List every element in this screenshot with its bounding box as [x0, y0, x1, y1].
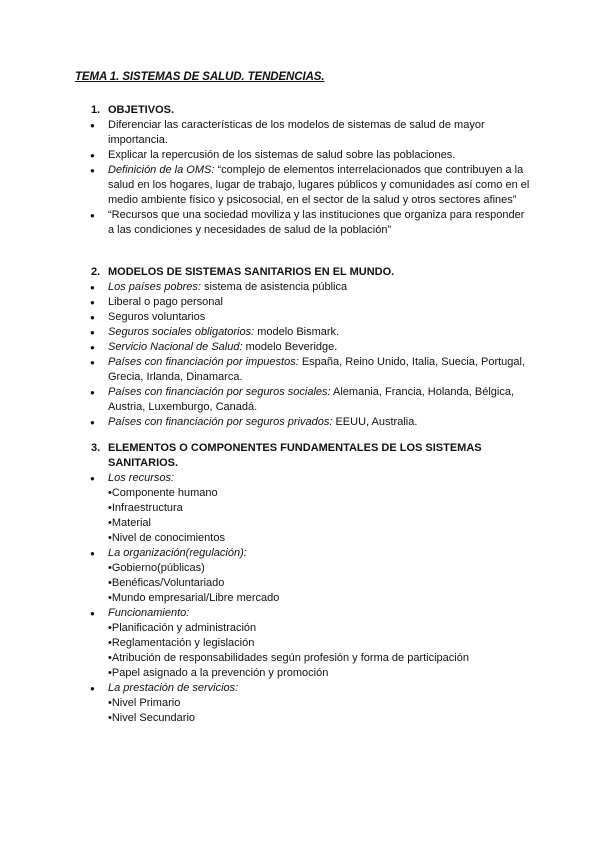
- section-modelos: [91, 265, 531, 430]
- item-label: Países con financiación por seguros privados:: [108, 416, 333, 428]
- item-label: Los recursos:: [108, 472, 175, 484]
- bullet-list: [91, 118, 531, 238]
- item-text: Seguros voluntarios: [108, 311, 206, 323]
- item-text: sistema de asistencia pública: [200, 281, 348, 293]
- list-item: [91, 415, 531, 430]
- item-text: España, Reino Unido, Italia, Suecia, Portugal, Grecia, Irlanda, Dinamarca.: [108, 356, 526, 383]
- list-item: [91, 546, 531, 606]
- list-item: [91, 208, 531, 238]
- section-heading: [91, 265, 531, 280]
- item-text: Liberal o pago personal: [108, 296, 223, 308]
- section-heading: [91, 441, 531, 471]
- sub-item: • Reglamentación y legislación: [108, 636, 531, 651]
- item-text: modelo Bismark.: [254, 326, 340, 338]
- list-item: [91, 280, 531, 295]
- sub-item: • Mundo empresarial/Libre mercado: [108, 591, 531, 606]
- item-text: Alemania, Francia, Holanda, Bélgica, Austria, Luxemburgo, Canadá.: [108, 386, 515, 413]
- sub-item: • Benéficas/Voluntariado: [108, 576, 531, 591]
- item-label: Definición de la OMS:: [108, 164, 215, 176]
- sub-item: • Papel asignado a la prevención y promoción: [108, 666, 531, 681]
- item-label: La organización(regulación):: [108, 547, 247, 559]
- list-item: [91, 355, 531, 385]
- sub-item: • Nivel Secundario: [108, 711, 531, 726]
- section-title: MODELOS DE SISTEMAS SANITARIOS EN EL MUNDO.: [108, 266, 395, 278]
- list-item: [91, 681, 531, 726]
- list-item: [91, 148, 531, 163]
- sub-item: • Nivel de conocimientos: [108, 531, 531, 546]
- sub-item: • Nivel Primario: [108, 696, 531, 711]
- item-text: modelo Beveridge.: [242, 341, 338, 353]
- item-label: Funcionamiento:: [108, 607, 190, 619]
- sub-item: • Gobierno(públicas): [108, 561, 531, 576]
- list-item: [91, 295, 531, 310]
- sub-list: [108, 561, 531, 606]
- list-item: [91, 163, 531, 208]
- item-text: Diferenciar las características de los modelos de sistemas de salud de mayor importancia.: [108, 119, 485, 146]
- item-text: EEUU, Australia.: [332, 416, 418, 428]
- sub-item: • Planificación y administración: [108, 621, 531, 636]
- section-elementos: [91, 441, 531, 726]
- sub-list: [108, 486, 531, 546]
- item-label: La prestación de servicios:: [108, 682, 239, 694]
- sub-list: [108, 696, 531, 726]
- section-title: OBJETIVOS.: [108, 104, 175, 116]
- list-item: [91, 340, 531, 355]
- list-item: [91, 606, 531, 681]
- sub-item: • Infraestructura: [108, 501, 531, 516]
- item-text: “Recursos que una sociedad moviliza y las instituciones que organiza para responder a las condiciones y necesidades de salud de la población”: [108, 209, 525, 236]
- section-heading: [91, 103, 531, 118]
- bullet-list: [91, 471, 531, 726]
- item-label: Países con financiación por seguros sociales:: [108, 386, 331, 398]
- item-label: Seguros sociales obligatorios:: [108, 326, 255, 338]
- section-number: 1.: [91, 104, 101, 116]
- list-item: [91, 471, 531, 546]
- item-text: “complejo de elementos interrelacionados que contribuyen a la salud en los hogares, lugar de trabajo, lugares públicos y comunidades así como en el medio ambiente físico y psicosocial, en el sector de la salud y otros sectores afines”: [108, 164, 530, 206]
- sub-item: • Material: [108, 516, 531, 531]
- item-label: Los países pobres:: [108, 281, 201, 293]
- list-item: [91, 325, 531, 340]
- sub-list: [108, 621, 531, 681]
- sub-item: • Componente humano: [108, 486, 531, 501]
- section-objetivos: [91, 103, 531, 238]
- list-item: [91, 118, 531, 148]
- section-number: 3.: [91, 442, 101, 454]
- item-label: Países con financiación por impuestos:: [108, 356, 299, 368]
- page-title: TEMA 1. SISTEMAS DE SALUD. TENDENCIAS.: [75, 71, 325, 83]
- section-number: 2.: [91, 266, 101, 278]
- sub-item: • Atribución de responsabilidades según profesión y forma de participación: [108, 651, 531, 666]
- list-item: [91, 310, 531, 325]
- item-text: Explicar la repercusión de los sistemas de salud sobre las poblaciones.: [108, 149, 456, 161]
- bullet-list: [91, 280, 531, 430]
- item-label: Servicio Nacional de Salud:: [108, 341, 243, 353]
- list-item: [91, 385, 531, 415]
- section-title: ELEMENTOS O COMPONENTES FUNDAMENTALES DE LOS SISTEMAS SANITARIOS.: [108, 442, 482, 469]
